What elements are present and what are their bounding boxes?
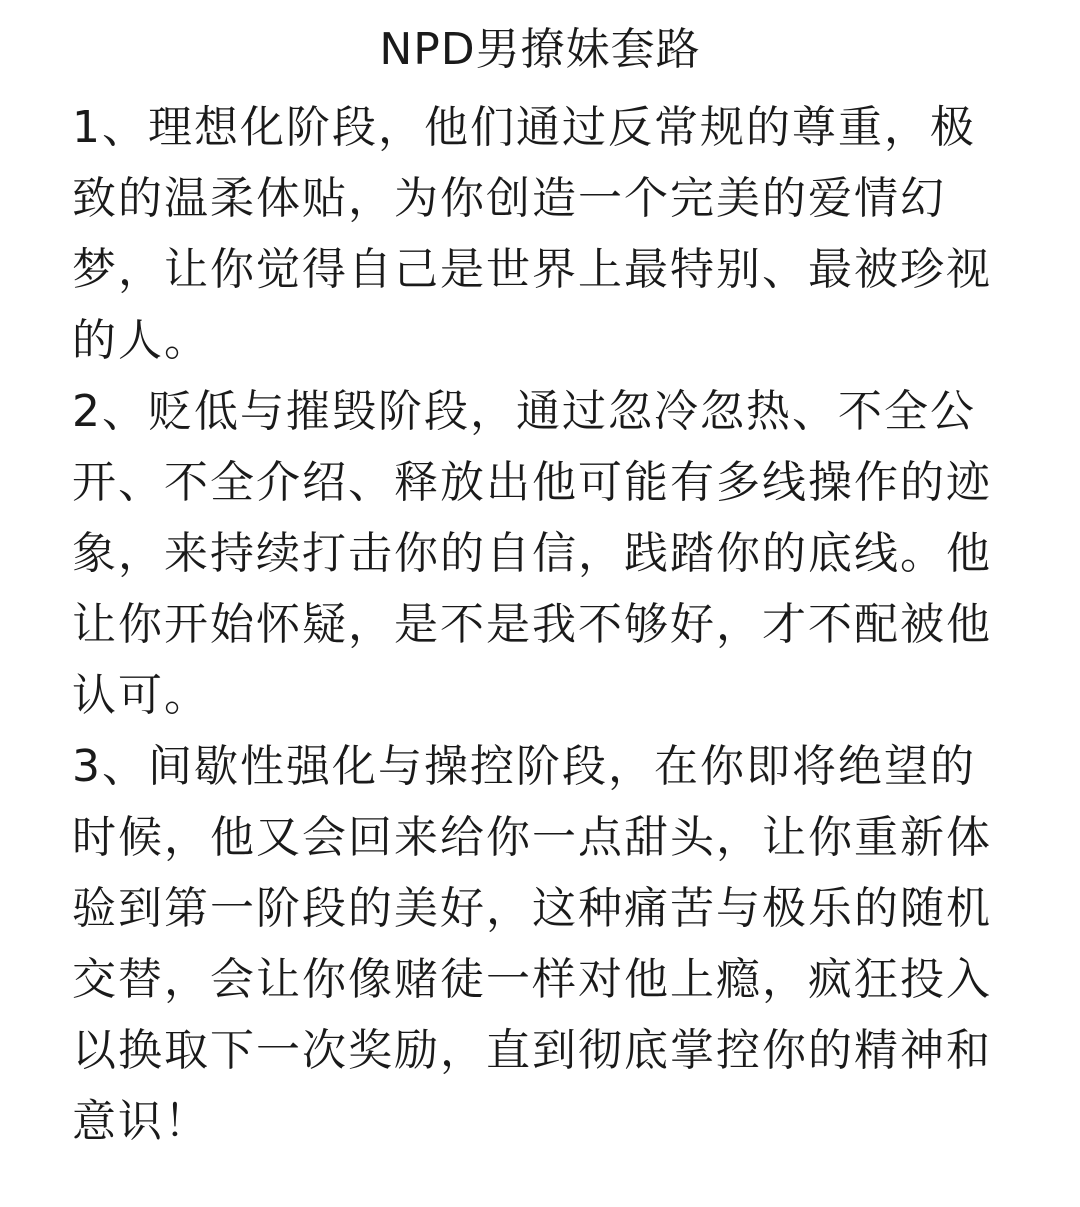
document-body [72,92,1008,1157]
paragraph-stage-2: 2、贬低与摧毁阶段，通过忽冷忽热、不全公开、不全介绍、释放出他可能有多线操作的迹象，来持续打击你的自信，践踏你的底线。他让你开始怀疑，是不是我不够好，才不配被他认可。 [72,386,992,721]
paragraph-stage-1: 1、理想化阶段，他们通过反常规的尊重，极致的温柔体贴，为你创造一个完美的爱情幻梦，让你觉得自己是世界上最特别、最被珍视的人。 [72,102,992,366]
paragraph-stage-3: 3、间歇性强化与操控阶段，在你即将绝望的时候，他又会回来给你一点甜头，让你重新体验到第一阶段的美好，这种痛苦与极乐的随机交替，会让你像赌徒一样对他上瘾，疯狂投入以换取下一次奖励，直到彻底掌控你的精神和意识！ [72,741,992,1147]
document-title: NPD男撩妹套路 [379,24,701,75]
